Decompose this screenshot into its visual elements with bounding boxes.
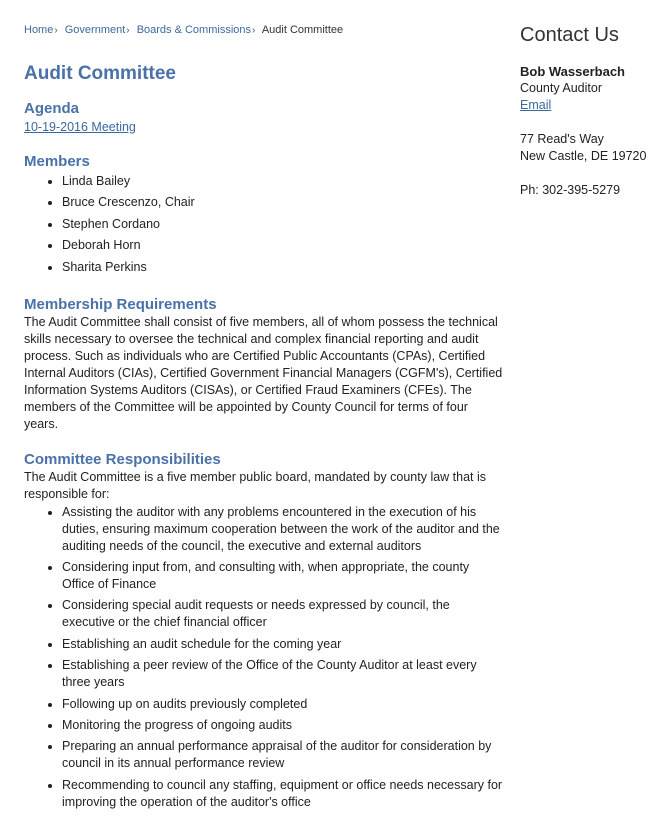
membership-requirements-text: The Audit Committee shall consist of five members, all of whom possess the technical skills necessary to oversee the technical and complex financial reporting and audit process. Such as individuals who are Certified Public Accountants (CPAs), Certified Internal Auditors (CIAs), Certified Government Financial Managers (CGFM's), Certified Information Systems Auditors (CISAs), or Certified Fraud Examiners (CFEs). The members of the Committee will be appointed by County Council for terms of four years. (24, 314, 503, 431)
members-list (24, 173, 504, 276)
main-content (24, 22, 504, 815)
contact-sidebar (520, 22, 665, 199)
agenda-meeting-link[interactable]: 10-19-2016 Meeting (24, 120, 136, 134)
responsibility-item: • Preparing an annual performance appraisal of the auditor for consideration by council in its annual performance review (62, 738, 504, 772)
contact-address-line2: New Castle, DE 19720 (520, 149, 647, 163)
responsibility-item: • Establishing an audit schedule for the coming year (62, 636, 504, 653)
contact-email-link[interactable]: Email (520, 98, 552, 112)
contact-phone: Ph: 302-395-5279 (520, 183, 621, 197)
contact-role: County Auditor (520, 81, 602, 95)
contact-us-heading: Contact Us (520, 24, 619, 46)
contact-name: Bob Wasserbach (520, 64, 625, 79)
agenda-heading: Agenda (24, 100, 80, 117)
member-item: • Stephen Cordano (62, 216, 504, 233)
responsibility-item: • Considering special audit requests or needs expressed by council, the executive or the chief financial officer (62, 597, 504, 631)
responsibility-item: • Assisting the auditor with any problems encountered in the execution of his duties, ensuring maximum cooperation between the work of the auditor and the auditing needs of the council, the executive and external auditors (62, 504, 504, 555)
breadcrumb-home[interactable]: Home (24, 24, 54, 36)
breadcrumb-boards-commissions[interactable]: Boards & Commissions (136, 24, 252, 36)
page-title: Audit Committee (24, 63, 176, 84)
committee-responsibilities-intro: The Audit Committee is a five member public board, mandated by county law that is responsible for: (24, 469, 487, 501)
breadcrumb-government[interactable]: Government (64, 24, 126, 36)
member-item: • Deborah Horn (62, 237, 504, 254)
responsibility-item: • Establishing a peer review of the Office of the County Auditor at least every three years (62, 657, 504, 691)
member-item: • Bruce Crescenzo, Chair (62, 194, 504, 211)
breadcrumb-current: Audit Committee (261, 24, 344, 36)
responsibilities-list (24, 504, 504, 811)
breadcrumb-separator: › (54, 25, 58, 36)
spacer (520, 114, 665, 131)
responsibility-item: • Monitoring the progress of ongoing audits (62, 717, 504, 734)
breadcrumb-separator: › (126, 25, 130, 36)
responsibility-item: • Considering input from, and consulting with, when appropriate, the county Office of Finance (62, 559, 504, 593)
member-item: • Sharita Perkins (62, 259, 504, 276)
breadcrumb-separator: › (252, 25, 256, 36)
members-heading: Members (24, 153, 90, 170)
responsibility-item: • Following up on audits previously completed (62, 696, 504, 713)
member-item: • Linda Bailey (62, 173, 504, 190)
committee-responsibilities-heading: Committee Responsibilities (24, 450, 221, 468)
spacer (520, 165, 665, 182)
responsibility-item: • Recommending to council any staffing, equipment or office needs necessary for improving the operation of the auditor's office (62, 777, 504, 811)
membership-requirements-heading: Membership Requirements (24, 295, 217, 313)
contact-address-line1: 77 Read's Way (520, 132, 604, 146)
breadcrumb (24, 22, 504, 37)
